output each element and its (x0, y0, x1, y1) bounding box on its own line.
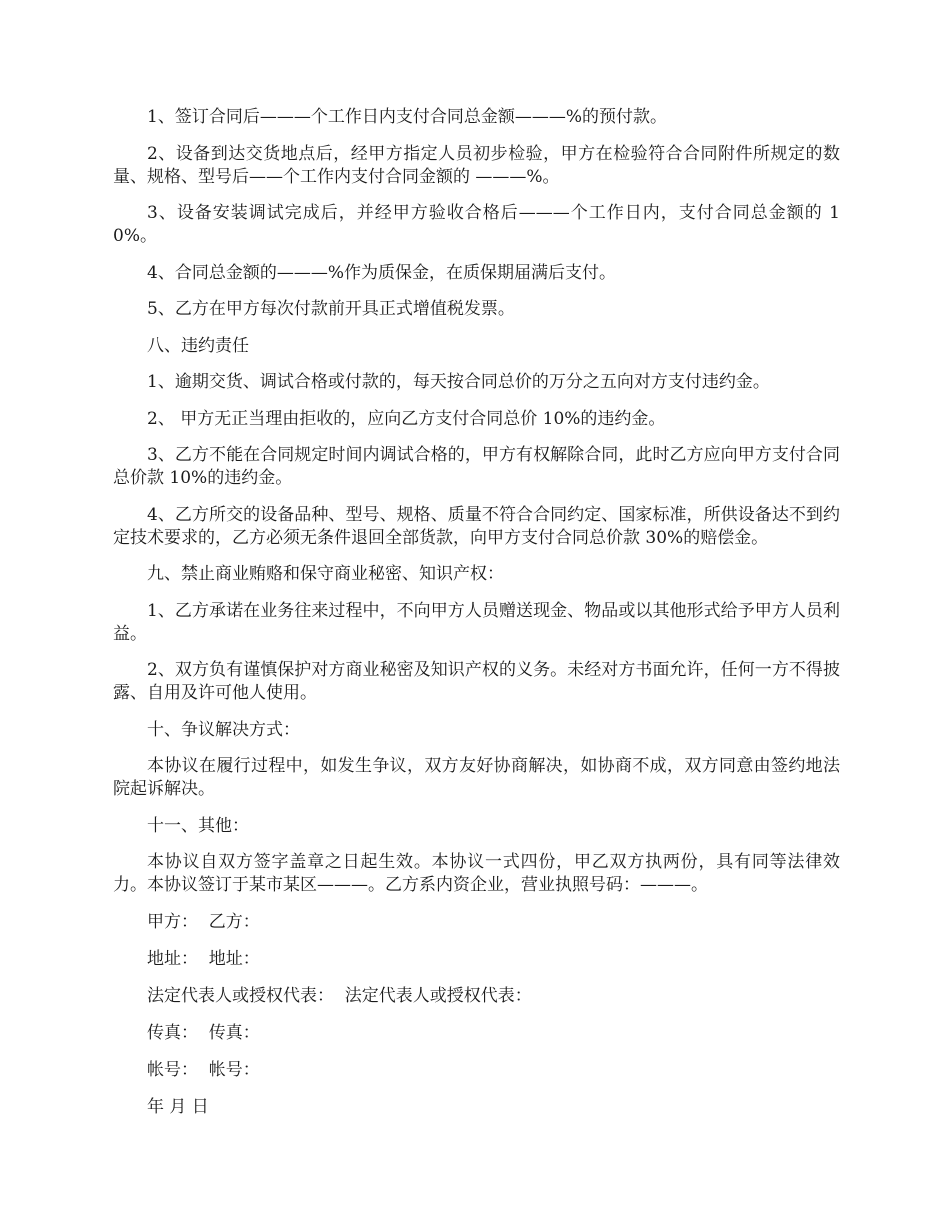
signature-account-line: 帐号： 帐号： (147, 1059, 260, 1080)
clause-dispute: 本协议在履行过程中，如发生争议，双方友好协商解决，如协商不成，双方同意由签约地法院起诉解决。 (113, 756, 840, 799)
signature-representative-line: 法定代表人或授权代表： 法定代表人或授权代表： (147, 985, 532, 1006)
section-heading-dispute: 十、争议解决方式： (147, 719, 300, 740)
document-body (113, 106, 840, 1133)
clause-breach-3: 3、乙方不能在合同规定时间内调试合格的，甲方有权解除合同，此时乙方应向甲方支付合同总价款 10%的违约金。 (113, 445, 840, 488)
clause-confidentiality-1: 1、乙方承诺在业务往来过程中，不向甲方人员赠送现金、物品或以其他形式给予甲方人员利益。 (113, 600, 840, 644)
signature-date-line: 年 月 日 (147, 1096, 209, 1117)
section-heading-other: 十一、其他： (147, 815, 249, 836)
clause-confidentiality-2: 2、双方负有谨慎保护对方商业秘密及知识产权的义务。未经对方书面允许，任何一方不得披露、自用及许可他人使用。 (113, 660, 840, 703)
signature-address-line: 地址： 地址： (147, 948, 260, 969)
clause-payment-5: 5、乙方在甲方每次付款前开具正式增值税发票。 (147, 299, 515, 319)
clause-payment-3: 3、设备安装调试完成后，并经甲方验收合格后———个工作日内，支付合同总金额的 10%。 (113, 203, 840, 246)
clause-other: 本协议自双方签字盖章之日起生效。本协议一式四份，甲乙双方执两份，具有同等法律效力。本协议签订于某市某区———。乙方系内资企业，营业执照号码：———。 (113, 852, 840, 895)
clause-payment-4: 4、合同总金额的———%作为质保金，在质保期届满后支付。 (147, 262, 616, 283)
clause-payment-2: 2、设备到达交货地点后，经甲方指定人员初步检验，甲方在检验符合合同附件所规定的数量、规格、型号后——个工作内支付合同金额的 ———%。 (113, 143, 840, 187)
signature-party-line: 甲方： 乙方： (147, 911, 260, 932)
clause-breach-2: 2、 甲方无正当理由拒收的，应向乙方支付合同总价 10%的违约金。 (147, 408, 666, 429)
clause-breach-1: 1、逾期交货、调试合格或付款的，每天按合同总价的万分之五向对方支付违约金。 (147, 372, 770, 392)
clause-breach-4: 4、乙方所交的设备品种、型号、规格、质量不符合合同约定、国家标准，所供设备达不到约定技术要求的，乙方必须无条件退回全部货款，向甲方支付合同总价款 30%的赔偿金。 (113, 504, 840, 548)
section-heading-breach: 八、违约责任 (147, 335, 249, 356)
section-heading-confidentiality: 九、禁止商业贿赂和保守商业秘密、知识产权： (147, 564, 504, 584)
signature-fax-line: 传真： 传真： (147, 1022, 260, 1043)
clause-payment-1: 1、签订合同后———个工作日内支付合同总金额———%的预付款。 (147, 107, 667, 127)
